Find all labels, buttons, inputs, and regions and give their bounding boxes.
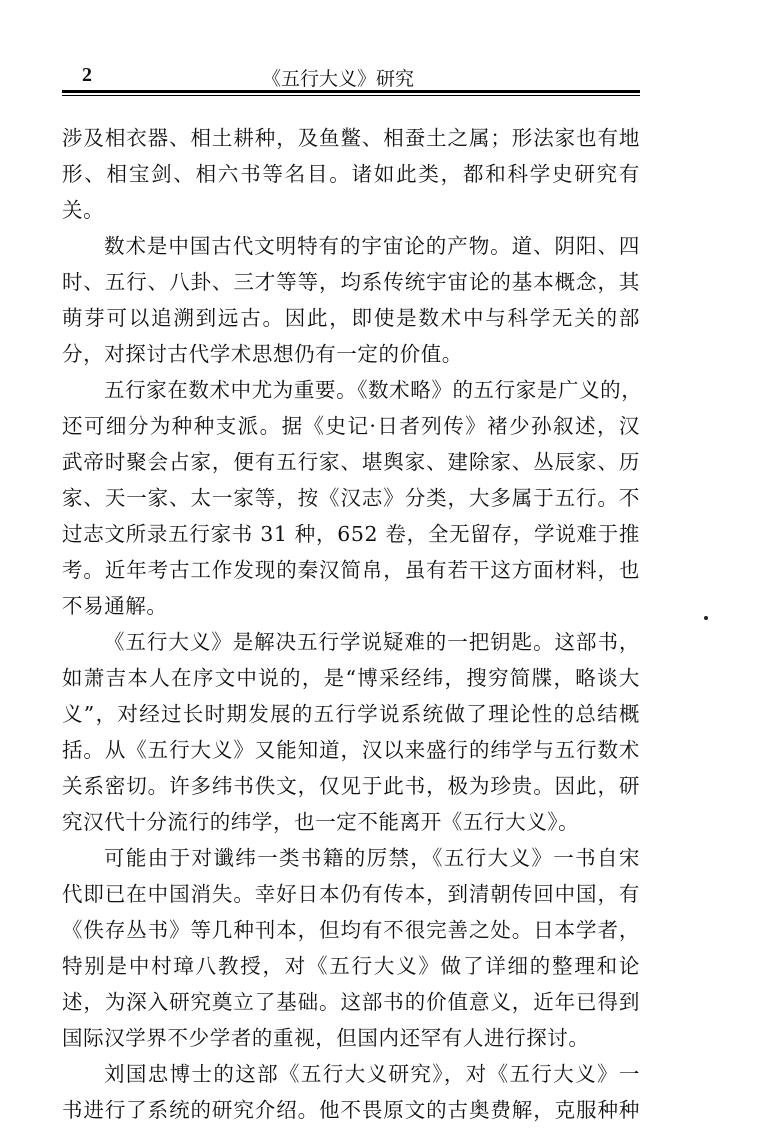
body-text xyxy=(62,120,643,1128)
text-line: 不易通解。 xyxy=(62,594,168,618)
text-line: 刘国忠博士的这部《五行大义研究》，对《五行大义》一 xyxy=(104,1062,640,1086)
text-line: 还可细分为种种支派。据《史记·日者列传》褚少孙叙述，汉 xyxy=(62,414,640,438)
text-line: 可能由于对谶纬一类书籍的厉禁，《五行大义》一书自宋 xyxy=(104,846,640,870)
text-line: 家、天一家、太一家等，按《汉志》分类，大多属于五行。不 xyxy=(62,486,640,510)
running-header xyxy=(62,62,640,88)
text-line: 分，对探讨古代学术思想仍有一定的价值。 xyxy=(62,342,463,366)
text-line: 如萧吉本人在序文中说的，是“博采经纬，搜穷简牒，略谈大 xyxy=(62,666,640,690)
text-line: 关。 xyxy=(62,198,105,222)
text-line: 萌芽可以追溯到远古。因此，即使是数术中与科学无关的部 xyxy=(62,306,640,330)
text-line: 时、五行、八卦、三才等等，均系传统宇宙论的基本概念，其 xyxy=(62,270,640,294)
text-line: 《五行大义》是解决五行学说疑难的一把钥匙。这部书， xyxy=(104,630,640,654)
page-number: 2 xyxy=(82,64,92,86)
header-rule-thin xyxy=(62,95,640,96)
text-line: 书进行了系统的研究介绍。他不畏原文的古奥费解，克服种种 xyxy=(62,1098,640,1122)
text-line: 述，为深入研究奠立了基础。这部书的价值意义，近年已得到 xyxy=(62,990,640,1014)
text-line: 考。近年考古工作发现的秦汉简帛，虽有若干这方面材料，也 xyxy=(62,558,640,582)
text-line: 括。从《五行大义》又能知道，汉以来盛行的纬学与五行数术 xyxy=(62,738,640,762)
text-line: 过志文所录五行家书 31 种，652 卷，全无留存，学说难于推 xyxy=(62,522,640,546)
text-line: 究汉代十分流行的纬学，也一定不能离开《五行大义》。 xyxy=(62,810,580,834)
text-line: 形、相宝剑、相六书等名目。诸如此类，都和科学史研究有 xyxy=(62,162,640,186)
text-line: 国际汉学界不少学者的重视，但国内还罕有人进行探讨。 xyxy=(62,1026,590,1050)
header-rule-thick xyxy=(62,90,640,93)
text-line: 代即已在中国消失。幸好日本仍有传本，到清朝传回中国，有 xyxy=(62,882,640,906)
text-line: 特别是中村璋八教授，对《五行大义》做了详细的整理和论 xyxy=(62,954,640,978)
text-line: 《佚存丛书》等几种刊本，但均有不很完善之处。日本学者， xyxy=(62,918,640,942)
text-line: 义”，对经过长时期发展的五行学说系统做了理论性的总结概 xyxy=(62,702,640,726)
text-line: 武帝时聚会占家，便有五行家、堪舆家、建除家、丛辰家、历 xyxy=(62,450,640,474)
text-line: 数术是中国古代文明特有的宇宙论的产物。道、阴阳、四 xyxy=(104,234,640,258)
text-line: 五行家在数术中尤为重要。《数术略》的五行家是广义的， xyxy=(104,378,643,402)
text-line: 关系密切。许多纬书佚文，仅见于此书，极为珍贵。因此，研 xyxy=(62,774,640,798)
scan-speck xyxy=(704,616,708,620)
text-line: 涉及相衣器、相土耕种，及鱼鳖、相蚕土之属；形法家也有地 xyxy=(62,126,640,150)
running-title: 《五行大义》研究 xyxy=(262,68,415,90)
